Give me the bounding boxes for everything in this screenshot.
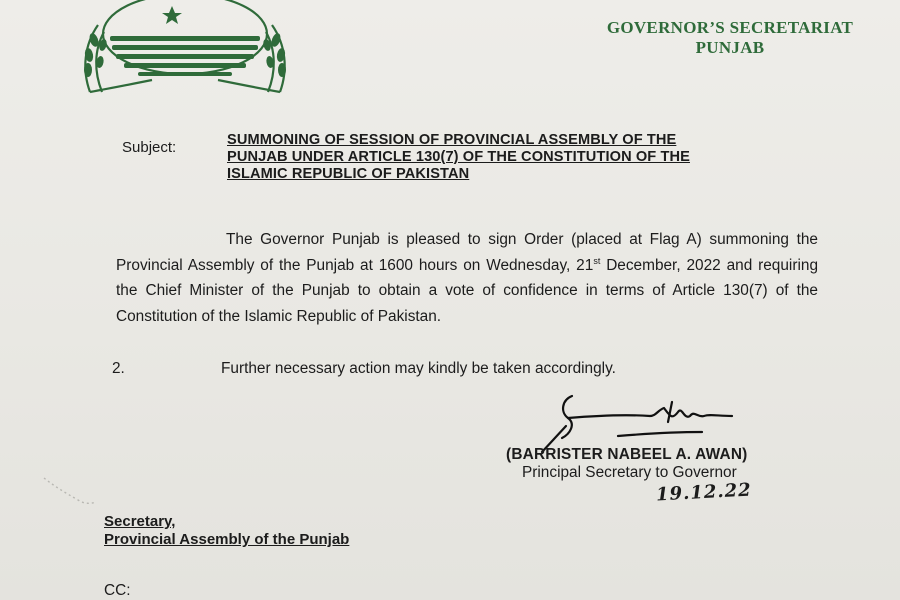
punjab-emblem-icon (72, 0, 298, 98)
para2-number: 2. (112, 360, 125, 377)
subject-text (227, 132, 827, 183)
para1-text-a: The Governor Punjab is pleased to sign Order (placed at Flag A) summoning the Provincial Assembly of the Punjab at 1600 hours on Wednesday, 21 (116, 231, 818, 274)
subject-line2: PUNJAB UNDER ARTICLE 130(7) OF THE CONSTITUTION OF THE (227, 149, 690, 165)
letterhead-line2: PUNJAB (695, 38, 765, 57)
signatory-title: Principal Secretary to Governor (522, 464, 737, 481)
para1-text-b: December, 2022 and requiring the Chief Minister of the Punjab to obtain a vote of confidence in terms of Article 130(7) of the Constitution of the Islamic Republic of Pakistan. (116, 256, 819, 325)
para2-text: Further necessary action may kindly be taken accordingly. (221, 360, 616, 377)
para1-ordinal: st (593, 255, 601, 266)
letterhead-line1: GOVERNOR’S SECRETARIAT (606, 18, 854, 37)
addressee-line2: Provincial Assembly of the Punjab (104, 531, 350, 548)
body-paragraph-1 (116, 227, 818, 329)
subject-label: Subject: (122, 139, 177, 156)
letterhead-org (560, 18, 900, 58)
signature-date: 19.12.22 (655, 479, 753, 506)
paper-mark (40, 470, 100, 510)
subject-line3: ISLAMIC REPUBLIC OF PAKISTAN (227, 166, 470, 182)
subject-line1: SUMMONING OF SESSION OF PROVINCIAL ASSEMBLY OF THE (227, 132, 677, 148)
addressee-block (104, 513, 349, 549)
addressee-line1: Secretary, (104, 513, 176, 530)
cc-label: CC: (104, 582, 131, 599)
signatory-name: (BARRISTER NABEEL A. AWAN) (506, 446, 748, 463)
